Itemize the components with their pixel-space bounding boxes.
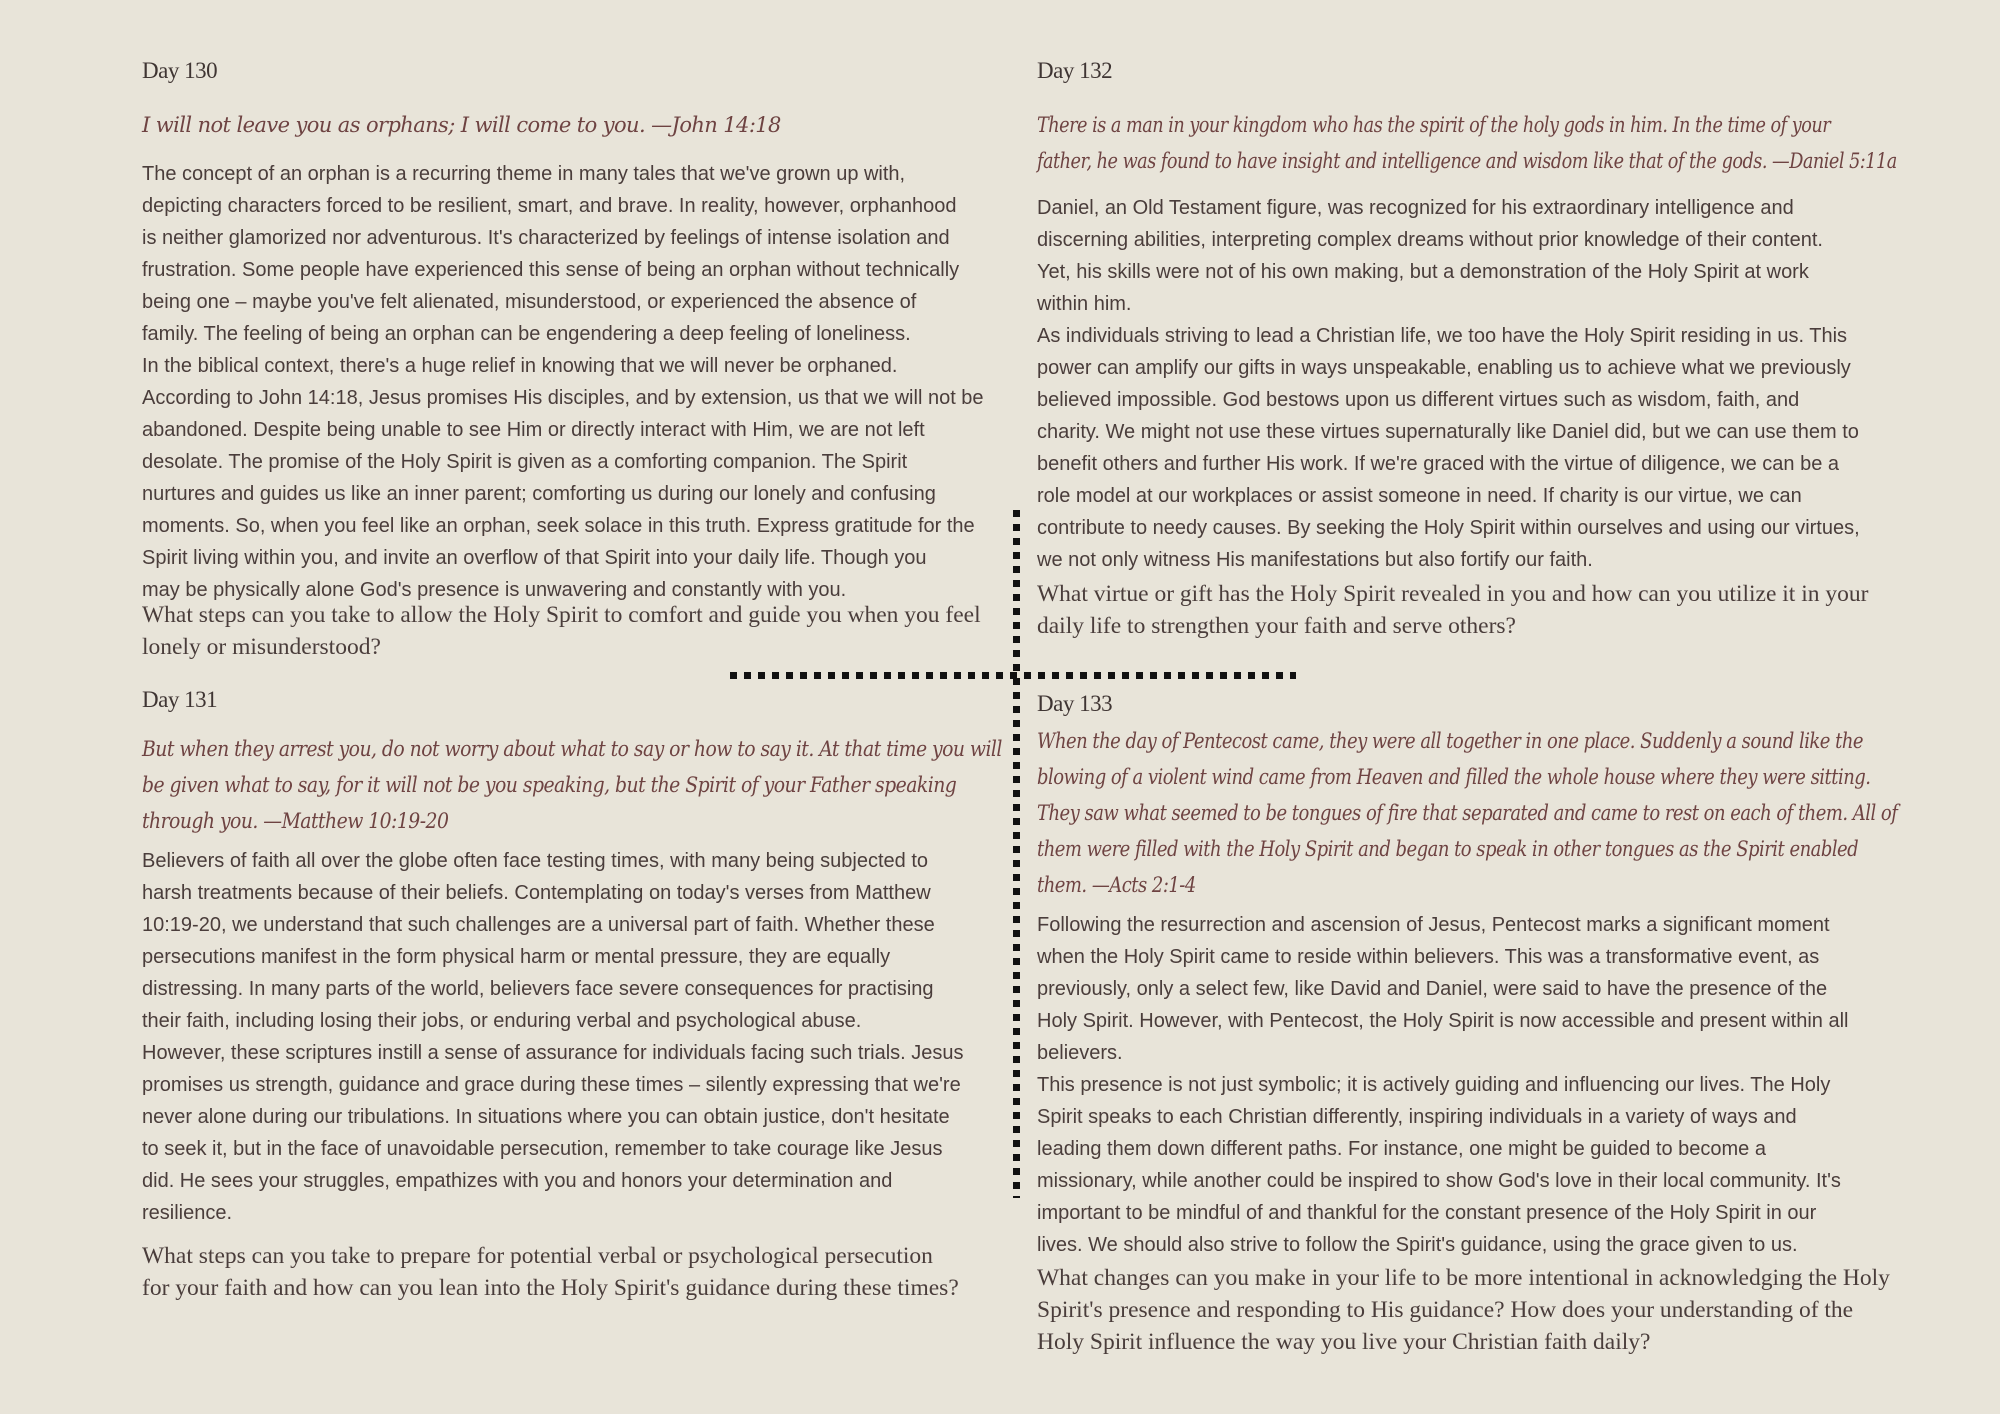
- text-line: their faith, including losing their jobs, or enduring verbal and psychological abuse.: [142, 1010, 862, 1032]
- text-line: What changes can you make in your life to be more intentional in acknowledging the Holy: [1037, 1265, 1890, 1291]
- text-line: frustration. Some people have experienced this sense of being an orphan without technically: [142, 259, 960, 281]
- text-line: believers.: [1037, 1042, 1123, 1064]
- text-line: When the day of Pentecost came, they were all together in one place. Suddenly a sound like the: [1037, 729, 1864, 753]
- text-line: In the biblical context, there's a huge relief in knowing that we will never be orphaned.: [142, 355, 898, 377]
- text-line: Believers of faith all over the globe often face testing times, with many being subjected to: [142, 850, 928, 872]
- text-line: blowing of a violent wind came from Heaven and filled the whole house where they were sitting.: [1037, 765, 1871, 789]
- text-line: What steps can you take to prepare for potential verbal or psychological persecution: [142, 1243, 933, 1269]
- day-132-reflection-question: [1037, 578, 1868, 642]
- text-line: resilience.: [142, 1202, 233, 1224]
- text-line: Holy Spirit influence the way you live your Christian faith daily?: [1037, 1329, 1651, 1355]
- text-line: What virtue or gift has the Holy Spirit revealed in you and how can you utilize it in your: [1037, 581, 1869, 607]
- text-line: may be physically alone God's presence is unwavering and constantly with you.: [142, 579, 847, 601]
- day-131-title: Day 131: [142, 687, 218, 712]
- day-131-devotional: [142, 845, 964, 1229]
- text-line: be given what to say, for it will not be you speaking, but the Spirit of your Father speaking: [142, 773, 957, 797]
- text-line: Yet, his skills were not of his own making, but a demonstration of the Holy Spirit at work: [1037, 261, 1809, 283]
- text-line: lives. We should also strive to follow the Spirit's guidance, using the grace given to us.: [1037, 1234, 1798, 1256]
- text-line: is neither glamorized nor adventurous. It's characterized by feelings of intense isolation and: [142, 227, 950, 249]
- section-divider-horizontal: [730, 672, 1296, 679]
- day-133-title: Day 133: [1037, 691, 1113, 716]
- text-line: distressing. In many parts of the world, believers face severe consequences for practising: [142, 978, 934, 1000]
- text-line: within him.: [1037, 293, 1132, 315]
- text-line: But when they arrest you, do not worry about what to say or how to say it. At that time you will: [142, 737, 1002, 761]
- text-line: According to John 14:18, Jesus promises His disciples, and by extension, us that we will not be: [142, 387, 984, 409]
- text-line: depicting characters forced to be resilient, smart, and brave. In reality, however, orphanhood: [142, 195, 957, 217]
- day-131-verse: [142, 731, 1002, 839]
- text-line: 10:19-20, we understand that such challenges are a universal part of faith. Whether these: [142, 914, 935, 936]
- text-line: There is a man in your kingdom who has the spirit of the holy gods in him. In the time of your: [1037, 113, 1831, 137]
- day-132-verse: [1037, 107, 1897, 179]
- text-line: never alone during our tribulations. In situations where you can obtain justice, don't hesitate: [142, 1106, 950, 1128]
- text-line: through you. —Matthew 10:19-20: [142, 809, 449, 833]
- day-130-devotional: [142, 158, 984, 606]
- text-line: when the Holy Spirit came to reside within believers. This was a transformative event, as: [1037, 946, 1820, 968]
- day-130-verse: [142, 107, 781, 143]
- text-line: leading them down different paths. For instance, one might be guided to become a: [1037, 1138, 1766, 1160]
- text-line: This presence is not just symbolic; it is actively guiding and influencing our lives. The Holy: [1037, 1074, 1831, 1096]
- day-132-devotional: [1037, 192, 1860, 576]
- text-line: discerning abilities, interpreting complex dreams without prior knowledge of their content.: [1037, 229, 1823, 251]
- text-line: for your faith and how can you lean into the Holy Spirit's guidance during these times?: [142, 1275, 959, 1301]
- text-line: daily life to strengthen your faith and serve others?: [1037, 613, 1516, 639]
- day-133-devotional: [1037, 909, 1848, 1261]
- text-line: Spirit speaks to each Christian differently, inspiring individuals in a variety of ways and: [1037, 1106, 1797, 1128]
- text-line: to seek it, but in the face of unavoidable persecution, remember to take courage like Jesus: [142, 1138, 943, 1160]
- text-line: important to be mindful of and thankful for the constant presence of the Holy Spirit in our: [1037, 1202, 1817, 1224]
- text-line: father, he was found to have insight and intelligence and wisdom like that of the gods. —Daniel 5:11a: [1037, 149, 1897, 173]
- text-line: family. The feeling of being an orphan can be engendering a deep feeling of loneliness.: [142, 323, 911, 345]
- text-line: we not only witness His manifestations but also fortify our faith.: [1037, 549, 1593, 571]
- day-132-title: Day 132: [1037, 58, 1113, 83]
- text-line: Holy Spirit. However, with Pentecost, the Holy Spirit is now accessible and present within all: [1037, 1010, 1849, 1032]
- text-line: charity. We might not use these virtues supernaturally like Daniel did, but we can use them to: [1037, 421, 1859, 443]
- text-line: previously, only a select few, like David and Daniel, were said to have the presence of the: [1037, 978, 1828, 1000]
- text-line: As individuals striving to lead a Christian life, we too have the Holy Spirit residing in us. This: [1037, 325, 1848, 347]
- text-line: abandoned. Despite being unable to see Him or directly interact with Him, we are not left: [142, 419, 925, 441]
- text-line: Following the resurrection and ascension of Jesus, Pentecost marks a significant moment: [1037, 914, 1830, 936]
- text-line: What steps can you take to allow the Holy Spirit to comfort and guide you when you feel: [142, 602, 981, 628]
- text-line: lonely or misunderstood?: [142, 634, 381, 660]
- text-line: However, these scriptures instill a sense of assurance for individuals facing such trials. Jesus: [142, 1042, 964, 1064]
- text-line: I will not leave you as orphans; I will come to you. —John 14:18: [142, 113, 781, 137]
- text-line: moments. So, when you feel like an orphan, seek solace in this truth. Express gratitude for the: [142, 515, 975, 537]
- text-line: The concept of an orphan is a recurring theme in many tales that we've grown up with,: [142, 163, 906, 185]
- text-line: being one – maybe you've felt alienated, misunderstood, or experienced the absence of: [142, 291, 917, 313]
- text-line: power can amplify our gifts in ways unspeakable, enabling us to achieve what we previously: [1037, 357, 1851, 379]
- day-133-reflection-question: [1037, 1262, 1890, 1358]
- text-line: them were filled with the Holy Spirit and began to speak in other tongues as the Spirit enabled: [1037, 837, 1859, 861]
- text-line: believed impossible. God bestows upon us different virtues such as wisdom, faith, and: [1037, 389, 1800, 411]
- text-line: role model at our workplaces or assist someone in need. If charity is our virtue, we can: [1037, 485, 1802, 507]
- text-line: missionary, while another could be inspired to show God's love in their local community. It's: [1037, 1170, 1841, 1192]
- text-line: promises us strength, guidance and grace during these times – silently expressing that we're: [142, 1074, 961, 1096]
- text-line: They saw what seemed to be tongues of fire that separated and came to rest on each of them. All of: [1037, 801, 1898, 825]
- text-line: did. He sees your struggles, empathizes with you and honors your determination and: [142, 1170, 893, 1192]
- text-line: persecutions manifest in the form physical harm or mental pressure, they are equally: [142, 946, 891, 968]
- text-line: nurtures and guides us like an inner parent; comforting us during our lonely and confusing: [142, 483, 936, 505]
- day-131-reflection-question: [142, 1240, 959, 1304]
- day-133-verse: [1037, 723, 1897, 903]
- text-line: harsh treatments because of their beliefs. Contemplating on today's verses from Matthew: [142, 882, 931, 904]
- text-line: benefit others and further His work. If we're graced with the virtue of diligence, we can be a: [1037, 453, 1840, 475]
- day-130-title: Day 130: [142, 58, 218, 83]
- text-line: them. —Acts 2:1-4: [1037, 873, 1196, 897]
- text-line: Spirit's presence and responding to His guidance? How does your understanding of the: [1037, 1297, 1854, 1323]
- section-divider-vertical: [1013, 510, 1020, 1198]
- text-line: Daniel, an Old Testament figure, was recognized for his extraordinary intelligence and: [1037, 197, 1794, 219]
- day-130-reflection-question: [142, 599, 981, 663]
- text-line: Spirit living within you, and invite an overflow of that Spirit into your daily life. Though you: [142, 547, 927, 569]
- text-line: desolate. The promise of the Holy Spirit is given as a comforting companion. The Spirit: [142, 451, 908, 473]
- text-line: contribute to needy causes. By seeking the Holy Spirit within ourselves and using our virtues,: [1037, 517, 1860, 539]
